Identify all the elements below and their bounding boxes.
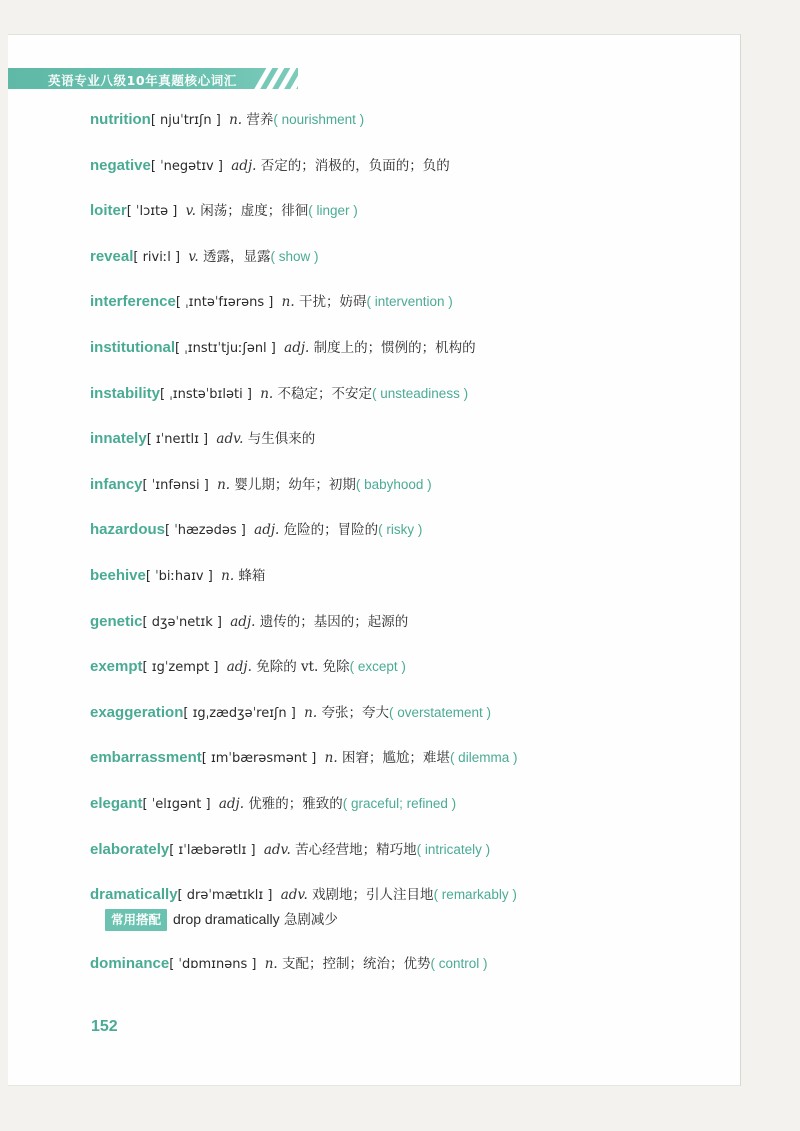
part-of-speech: v. bbox=[185, 203, 196, 220]
synonym: ( graceful; refined ) bbox=[342, 795, 457, 811]
headword: beehive bbox=[90, 566, 146, 584]
chinese-definition: 婴儿期；幼年；初期 bbox=[234, 476, 356, 493]
entry-line bbox=[90, 382, 730, 407]
headword: dominance bbox=[90, 955, 170, 973]
part-of-speech: adj. bbox=[284, 339, 310, 356]
entry-line bbox=[90, 746, 730, 771]
entry-line bbox=[90, 199, 730, 224]
phonetic-transcription: [ ˈhæzədəs ] bbox=[165, 523, 246, 539]
headword: institutional bbox=[90, 338, 175, 356]
phonetic-transcription: [ ˈɪnfənsi ] bbox=[142, 477, 209, 493]
phonetic-transcription: [ dʒəˈnetɪk ] bbox=[142, 614, 222, 630]
entry-line bbox=[90, 838, 730, 863]
headword: elegant bbox=[90, 794, 143, 812]
vocabulary-entry bbox=[90, 473, 730, 519]
part-of-speech: adj. bbox=[230, 613, 256, 630]
page-number: 152 bbox=[91, 1018, 118, 1035]
part-of-speech: n. bbox=[304, 704, 318, 721]
phonetic-transcription: [ ɪgˈzempt ] bbox=[142, 660, 219, 676]
entry-line bbox=[90, 473, 730, 498]
chinese-definition: 与生俱来的 bbox=[247, 431, 316, 448]
part-of-speech: n. bbox=[281, 294, 295, 311]
chinese-definition: 制度上的；惯例的；机构的 bbox=[313, 339, 476, 356]
phonetic-transcription: [ ɪˈneɪtlɪ ] bbox=[146, 432, 209, 448]
part-of-speech: adj. bbox=[226, 659, 252, 676]
chinese-definition: 支配；控制；统治；优势 bbox=[282, 956, 431, 973]
synonym: ( intricately ) bbox=[416, 841, 491, 857]
headword: infancy bbox=[90, 475, 143, 493]
part-of-speech: n. bbox=[229, 112, 243, 128]
vocabulary-entry bbox=[90, 154, 730, 200]
entry-line bbox=[90, 108, 730, 133]
chapter-header-band bbox=[8, 68, 298, 89]
synonym: ( unsteadiness ) bbox=[372, 385, 469, 401]
entry-line bbox=[90, 952, 730, 977]
phonetic-transcription: [ njuˈtrɪʃn ] bbox=[150, 113, 221, 128]
synonym: ( linger ) bbox=[308, 203, 358, 219]
vocabulary-entry bbox=[90, 564, 730, 610]
part-of-speech: v. bbox=[188, 248, 199, 265]
headword: nutrition bbox=[90, 111, 151, 128]
headword: exempt bbox=[90, 658, 143, 676]
vocabulary-entry bbox=[90, 746, 730, 792]
part-of-speech: adj. bbox=[218, 795, 244, 812]
part-of-speech: adv. bbox=[280, 887, 308, 904]
chinese-definition: 遗传的；基因的；起源的 bbox=[259, 613, 409, 630]
collocation-row bbox=[105, 909, 338, 931]
phonetic-transcription: [ ˌɪnstɪˈtjuːʃənl ] bbox=[175, 340, 276, 356]
chinese-definition: 优雅的；雅致的 bbox=[248, 795, 343, 812]
entry-line bbox=[90, 564, 730, 589]
chinese-definition: 危险的；冒险的 bbox=[283, 522, 379, 539]
chinese-definition: 否定的；消极的，负面的；负的 bbox=[260, 157, 450, 174]
part-of-speech: n. bbox=[324, 750, 338, 767]
chinese-definition: 困窘；尴尬；难堪 bbox=[341, 750, 450, 767]
headword: interference bbox=[90, 293, 176, 311]
phonetic-transcription: [ ˌɪntəˈfɪərəns ] bbox=[175, 295, 274, 311]
part-of-speech: n. bbox=[260, 385, 274, 402]
phonetic-transcription: [ drəˈmætɪklɪ ] bbox=[177, 888, 273, 904]
chinese-definition: 不稳定；不安定 bbox=[277, 385, 373, 402]
header-stripes-decoration bbox=[258, 68, 298, 89]
chinese-definition: 苦心经营地；精巧地 bbox=[295, 841, 417, 858]
part-of-speech: adv. bbox=[216, 431, 244, 448]
phonetic-transcription: [ ɪˈlæbərətlɪ ] bbox=[169, 842, 256, 858]
headword: hazardous bbox=[90, 521, 166, 539]
part-of-speech: adj. bbox=[254, 522, 280, 539]
vocabulary-entry bbox=[90, 427, 730, 473]
phonetic-transcription: [ ˈnegətɪv ] bbox=[150, 158, 223, 174]
synonym: ( control ) bbox=[430, 956, 488, 972]
phonetic-transcription: [ ˈbiːhaɪv ] bbox=[145, 568, 213, 584]
phonetic-transcription: [ riviːl ] bbox=[133, 249, 181, 265]
headword: loiter bbox=[90, 202, 127, 220]
vocabulary-entry bbox=[90, 838, 730, 884]
part-of-speech: adv. bbox=[263, 841, 291, 858]
collocation-badge: 常用搭配 bbox=[105, 909, 167, 931]
headword: elaborately bbox=[90, 840, 170, 858]
chapter-header-title: 英语专业八级10年真题核心词汇 bbox=[48, 73, 237, 88]
part-of-speech: n. bbox=[221, 567, 235, 584]
phonetic-transcription: [ ɪmˈbærəsmənt ] bbox=[201, 751, 317, 767]
entry-line bbox=[90, 245, 730, 270]
synonym: ( remarkably ) bbox=[433, 887, 517, 903]
chinese-definition: 蜂箱 bbox=[238, 567, 266, 584]
part-of-speech: n. bbox=[217, 476, 231, 493]
entry-line bbox=[90, 336, 730, 361]
synonym: ( nourishment ) bbox=[273, 112, 365, 127]
synonym: ( show ) bbox=[270, 248, 319, 264]
entry-line bbox=[90, 883, 730, 908]
headword: genetic bbox=[90, 612, 143, 630]
phonetic-transcription: [ ˈdɒmɪnəns ] bbox=[169, 957, 257, 973]
vocabulary-entry bbox=[90, 382, 730, 428]
part-of-speech: adj. bbox=[231, 157, 257, 174]
headword: negative bbox=[90, 156, 151, 174]
part-of-speech: n. bbox=[264, 956, 278, 973]
vocabulary-list bbox=[90, 108, 730, 998]
chinese-definition: 干扰；妨碍 bbox=[298, 294, 367, 311]
entry-line bbox=[90, 427, 730, 452]
phonetic-transcription: [ ˌɪnstəˈbɪləti ] bbox=[160, 386, 252, 402]
headword: reveal bbox=[90, 247, 134, 265]
entry-line bbox=[90, 655, 730, 680]
synonym: ( dilemma ) bbox=[449, 750, 518, 766]
entry-line bbox=[90, 610, 730, 635]
headword: embarrassment bbox=[90, 749, 202, 767]
synonym: ( risky ) bbox=[378, 522, 423, 538]
entry-line bbox=[90, 290, 730, 315]
chinese-definition: 免除的 vt. 免除 bbox=[256, 659, 350, 676]
vocabulary-entry bbox=[90, 199, 730, 245]
synonym: ( intervention ) bbox=[366, 294, 453, 310]
phonetic-transcription: [ ˈelɪgənt ] bbox=[142, 796, 211, 812]
collocation-meaning: 急剧减少 bbox=[283, 912, 338, 929]
headword: dramatically bbox=[90, 886, 178, 904]
vocabulary-entry bbox=[90, 610, 730, 656]
collocation-phrase: drop dramatically bbox=[173, 911, 280, 928]
entry-line bbox=[90, 792, 730, 817]
vocabulary-entry bbox=[90, 655, 730, 701]
synonym: ( babyhood ) bbox=[355, 476, 432, 492]
vocabulary-entry bbox=[90, 883, 730, 952]
entry-line bbox=[90, 154, 730, 179]
vocabulary-entry bbox=[90, 245, 730, 291]
headword: exaggeration bbox=[90, 703, 184, 721]
chinese-definition: 营养 bbox=[246, 112, 274, 128]
synonym: ( overstatement ) bbox=[388, 704, 491, 720]
vocabulary-entry bbox=[90, 290, 730, 336]
phonetic-transcription: [ ɪgˌzædʒəˈreɪʃn ] bbox=[183, 705, 296, 721]
phonetic-transcription: [ ˈlɔɪtə ] bbox=[126, 204, 178, 220]
vocabulary-entry bbox=[90, 952, 730, 998]
chinese-definition: 透露，显露 bbox=[202, 248, 271, 265]
entry-line bbox=[90, 518, 730, 543]
vocabulary-entry bbox=[90, 792, 730, 838]
chinese-definition: 闲荡；虚度；徘徊 bbox=[200, 203, 309, 220]
vocabulary-entry bbox=[90, 518, 730, 564]
headword: innately bbox=[90, 430, 147, 448]
chinese-definition: 戏剧地；引人注目地 bbox=[312, 887, 434, 904]
chinese-definition: 夸张；夸大 bbox=[321, 704, 389, 721]
headword: instability bbox=[90, 384, 161, 402]
vocabulary-entry bbox=[90, 701, 730, 747]
vocabulary-entry bbox=[90, 336, 730, 382]
vocabulary-entry bbox=[90, 108, 730, 154]
entry-line bbox=[90, 701, 730, 726]
synonym: ( except ) bbox=[349, 659, 406, 675]
